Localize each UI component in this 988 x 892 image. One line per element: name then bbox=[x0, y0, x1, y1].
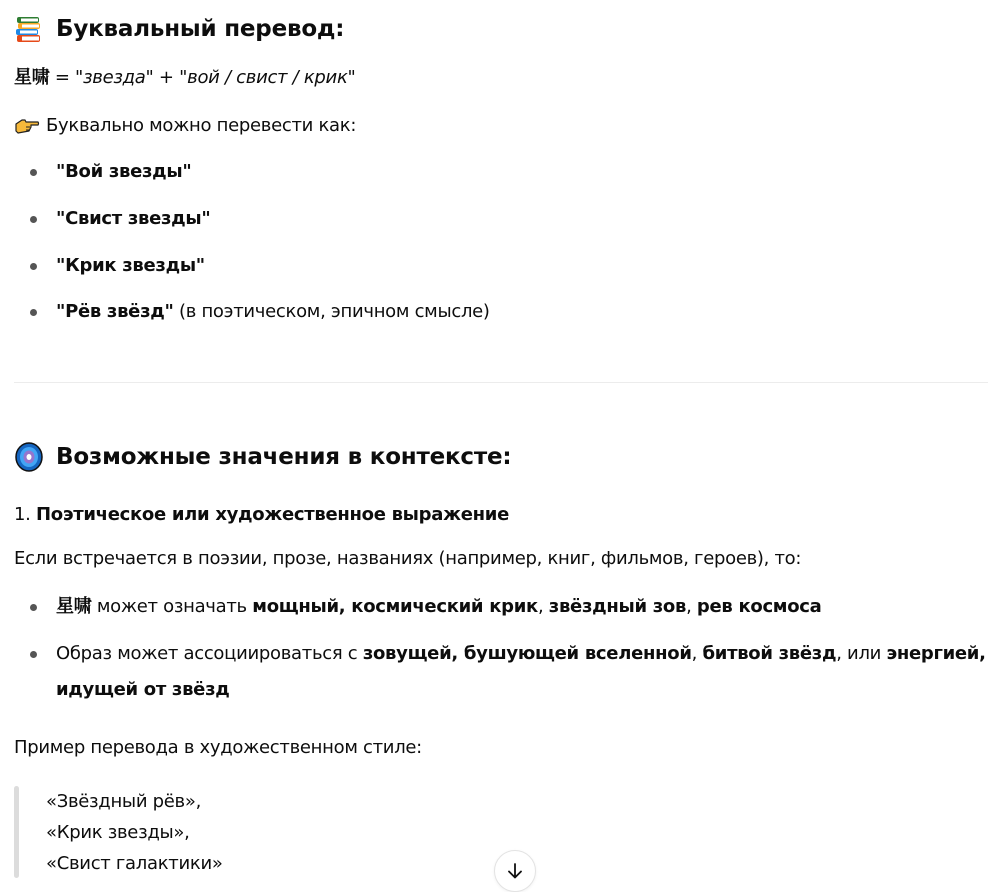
item-bold: "Свист звезды" bbox=[56, 208, 211, 229]
example-intro: Пример перевода в художественном стиле: bbox=[14, 737, 422, 758]
galaxy-icon bbox=[14, 442, 44, 472]
divider bbox=[14, 382, 988, 383]
sub-number: 1. bbox=[14, 504, 36, 525]
formula-part-2: "вой / свист / крик" bbox=[179, 67, 356, 88]
bold-text: зовущей, бушующей вселенной bbox=[362, 643, 692, 664]
books-icon bbox=[14, 14, 44, 44]
bold-text: рев космоса bbox=[696, 596, 822, 617]
heading-text: Буквальный перевод: bbox=[56, 16, 345, 42]
section-heading-meanings bbox=[14, 442, 511, 472]
list-item bbox=[56, 248, 205, 284]
quote-line: «Крик звезды», bbox=[46, 822, 190, 843]
bold-text: битвой звёзд bbox=[702, 643, 837, 664]
blockquote bbox=[14, 786, 574, 878]
item-bold: "Вой звезды" bbox=[56, 161, 192, 182]
text: может означать bbox=[91, 596, 253, 617]
formula-part-1: "звезда" bbox=[75, 67, 154, 88]
literal-intro bbox=[14, 112, 356, 140]
text: , bbox=[686, 596, 697, 617]
text: , bbox=[537, 596, 549, 617]
arrow-down-icon bbox=[505, 861, 525, 881]
list-item bbox=[56, 154, 191, 190]
quote-line: «Свист галактики» bbox=[46, 853, 223, 874]
text: , bbox=[691, 643, 703, 664]
list-item bbox=[56, 294, 490, 330]
section-heading-literal bbox=[14, 14, 344, 44]
item-rest: (в поэтическом, эпичном смысле) bbox=[173, 301, 490, 322]
bold-text: звёздный зов bbox=[548, 596, 687, 617]
item-bold: "Крик звезды" bbox=[56, 255, 205, 276]
list-item bbox=[56, 201, 210, 237]
bold-text: мощный, космический крик bbox=[252, 596, 538, 617]
formula-line bbox=[14, 64, 356, 92]
list-item bbox=[56, 589, 822, 625]
pointing-hand-icon bbox=[14, 115, 40, 135]
text: , или bbox=[836, 643, 887, 664]
context-intro: Если встречается в поэзии, прозе, названиях (например, книг, фильмов, героев), то: bbox=[14, 548, 802, 569]
subheading bbox=[14, 501, 509, 529]
text: Образ может ассоциироваться с bbox=[56, 643, 363, 664]
scroll-to-bottom-button[interactable] bbox=[494, 850, 536, 892]
heading-text: Возможные значения в контексте: bbox=[56, 444, 512, 470]
bold-text: энергией, идущей от звёзд bbox=[56, 643, 986, 700]
sub-heading-text: Поэтическое или художественное выражение bbox=[36, 504, 509, 525]
chinese-term: 星啸 bbox=[56, 596, 92, 617]
plus-sign: + bbox=[153, 67, 180, 88]
quote-bar bbox=[14, 786, 19, 878]
list-item bbox=[56, 636, 986, 708]
quote-line: «Звёздный рёв», bbox=[46, 791, 201, 812]
intro-text: Буквально можно перевести как: bbox=[46, 115, 357, 136]
chinese-term: 星啸 bbox=[14, 67, 50, 88]
equals-sign: = bbox=[49, 67, 76, 88]
item-bold: "Рёв звёзд" bbox=[56, 301, 174, 322]
